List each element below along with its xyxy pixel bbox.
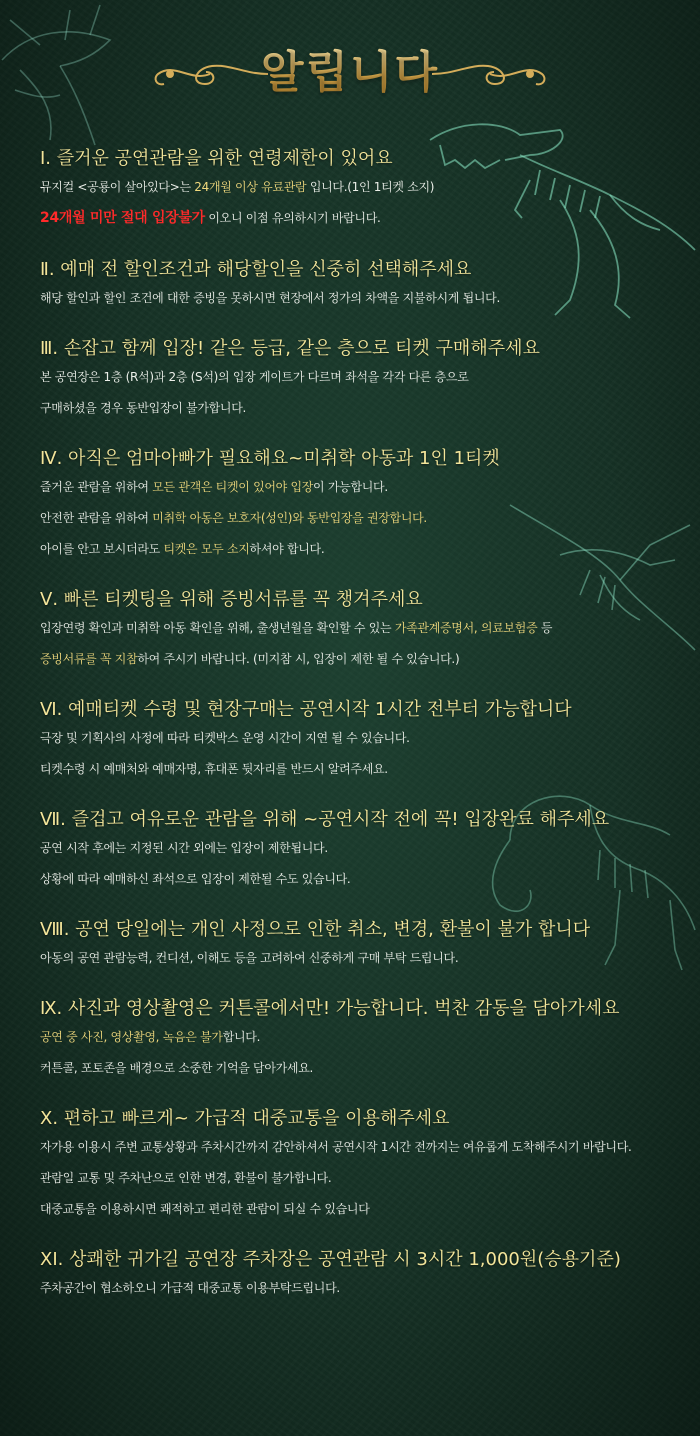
notice-section [40, 996, 690, 1084]
section-line [40, 1132, 690, 1163]
text-segment: 티켓수령 시 예매처와 예매자명, 휴대폰 뒷자리를 반드시 알려주세요. [40, 762, 388, 776]
highlight-text: 증빙서류를 꼭 지참 [40, 652, 138, 666]
notice-section [40, 1106, 690, 1225]
section-line [40, 172, 690, 203]
highlight-text: 24개월 이상 유료관람 [194, 180, 307, 194]
text-segment: 즐거운 관람을 위하여 [40, 480, 153, 494]
notice-section [40, 146, 690, 234]
section-line [40, 362, 690, 393]
text-segment: 등 [537, 621, 553, 635]
notice-section [40, 257, 690, 314]
text-segment: 입장연령 확인과 미취학 아동 확인을 위해, 출생년월을 확인할 수 있는 [40, 621, 395, 635]
section-line [40, 833, 690, 864]
section-line [40, 1163, 690, 1194]
section-line [40, 1053, 690, 1084]
section-line [40, 534, 690, 565]
section-title: Ⅷ. 공연 당일에는 개인 사정으로 인한 취소, 변경, 환불이 불가 합니다 [40, 919, 591, 940]
text-segment: 자가용 이용시 주변 교통상황과 주차시간까지 감안하셔서 공연시작 1시간 전까지는 여유롭게 도착해주시기 바랍니다. [40, 1140, 632, 1154]
section-line [40, 723, 690, 754]
section-line [40, 1022, 690, 1053]
text-segment: 대중교통을 이용하시면 쾌적하고 편리한 관람이 되실 수 있습니다 [40, 1202, 370, 1216]
notice-section [40, 807, 690, 895]
section-title: Ⅸ. 사진과 영상촬영은 커튼콜에서만! 가능합니다. 벅찬 감동을 담아가세요 [40, 998, 620, 1019]
text-segment: 뮤지컬 <공룡이 살아있다>는 [40, 180, 195, 194]
text-segment: 해당 할인과 할인 조건에 대한 증빙을 못하시면 현장에서 정가의 차액을 지불하시게 됩니다. [40, 291, 500, 305]
text-segment: 하셔야 합니다. [249, 542, 325, 556]
text-segment: 하여 주시기 바랍니다. (미지참 시, 입장이 제한 될 수 있습니다.) [137, 652, 460, 666]
section-title: Ⅴ. 빠른 티켓팅을 위해 증빙서류를 꼭 챙겨주세요 [40, 589, 423, 610]
section-title: Ⅹ. 편하고 빠르게~ 가급적 대중교통을 이용해주세요 [40, 1108, 450, 1129]
section-line [40, 613, 690, 644]
highlight-text: 티켓은 모두 소지 [163, 542, 250, 556]
notice-section [40, 697, 690, 785]
section-line [40, 754, 690, 785]
text-segment: 아이를 안고 보시더라도 [40, 542, 164, 556]
text-segment: 주차공간이 협소하오니 가급적 대중교통 이용부탁드립니다. [40, 1281, 340, 1295]
section-line [40, 864, 690, 895]
section-line [40, 644, 690, 675]
notice-section [40, 446, 690, 565]
text-segment: 커튼콜, 포토존을 배경으로 소중한 기억을 담아가세요. [40, 1061, 314, 1075]
section-title: Ⅲ. 손잡고 함께 입장! 같은 등급, 같은 층으로 티켓 구매해주세요 [40, 338, 540, 359]
section-title: Ⅶ. 즐겁고 여유로운 관람을 위해 ~공연시작 전에 꼭! 입장완료 해주세요 [40, 809, 610, 830]
right-ornament-icon [430, 54, 550, 94]
notice-section [40, 336, 690, 424]
section-line [40, 943, 690, 974]
text-segment: 입니다.(1인 1티켓 소지) [306, 180, 435, 194]
text-segment: 구매하셨을 경우 동반입장이 불가합니다. [40, 401, 247, 415]
section-title: Ⅱ. 예매 전 할인조건과 해당할인을 신중히 선택해주세요 [40, 259, 472, 280]
header [0, 38, 700, 108]
text-segment: 아동의 공연 관람능력, 컨디션, 이해도 등을 고려하여 신중하게 구매 부탁 드립니다. [40, 951, 459, 965]
notice-section [40, 587, 690, 675]
text-segment: 이 가능합니다. [313, 480, 388, 494]
text-segment: 극장 및 기획사의 사정에 따라 티켓박스 운영 시간이 지연 될 수 있습니다. [40, 731, 410, 745]
section-title: Ⅰ. 즐거운 공연관람을 위한 연령제한이 있어요 [40, 148, 393, 169]
notice-list [40, 140, 690, 1304]
section-line [40, 1194, 690, 1225]
section-line [40, 472, 690, 503]
warning-text: 24개월 미만 절대 입장불가 [40, 210, 205, 226]
section-title: ⅩⅠ. 상쾌한 귀가길 공연장 주차장은 공연관람 시 3시간 1,000원(승용기준) [40, 1249, 621, 1270]
text-segment: 공연 시작 후에는 지정된 시간 외에는 입장이 제한됩니다. [40, 841, 328, 855]
text-segment: 상황에 따라 예매하신 좌석으로 입장이 제한될 수도 있습니다. [40, 872, 351, 886]
text-segment: 본 공연장은 1층 (R석)과 2층 (S석)의 입장 게이트가 다르며 좌석을 각각 다른 층으로 [40, 370, 469, 384]
notice-section [40, 1247, 690, 1304]
section-line [40, 503, 690, 534]
section-line [40, 1273, 690, 1304]
section-line [40, 203, 690, 234]
text-segment: 이오니 이점 유의하시기 바랍니다. [204, 211, 381, 225]
highlight-text: 미취학 아동은 보호자(성인)와 동반입장을 권장합니다. [152, 511, 427, 525]
text-segment: 관람일 교통 및 주차난으로 인한 변경, 환불이 불가합니다. [40, 1171, 332, 1185]
highlight-text: 공연 중 사진, 영상촬영, 녹음은 불가 [40, 1030, 223, 1044]
section-line [40, 393, 690, 424]
section-title: Ⅵ. 예매티켓 수령 및 현장구매는 공연시작 1시간 전부터 가능합니다 [40, 699, 572, 720]
text-segment: 안전한 관람을 위하여 [40, 511, 153, 525]
highlight-text: 가족관계증명서, 의료보험증 [394, 621, 538, 635]
section-title: Ⅳ. 아직은 엄마아빠가 필요해요~미취학 아동과 1인 1티켓 [40, 448, 500, 469]
text-segment: 합니다. [222, 1030, 261, 1044]
highlight-text: 모든 관객은 티켓이 있어야 입장 [152, 480, 314, 494]
page-title: 알립니다 [0, 38, 700, 108]
section-line [40, 283, 690, 314]
notice-section [40, 917, 690, 974]
